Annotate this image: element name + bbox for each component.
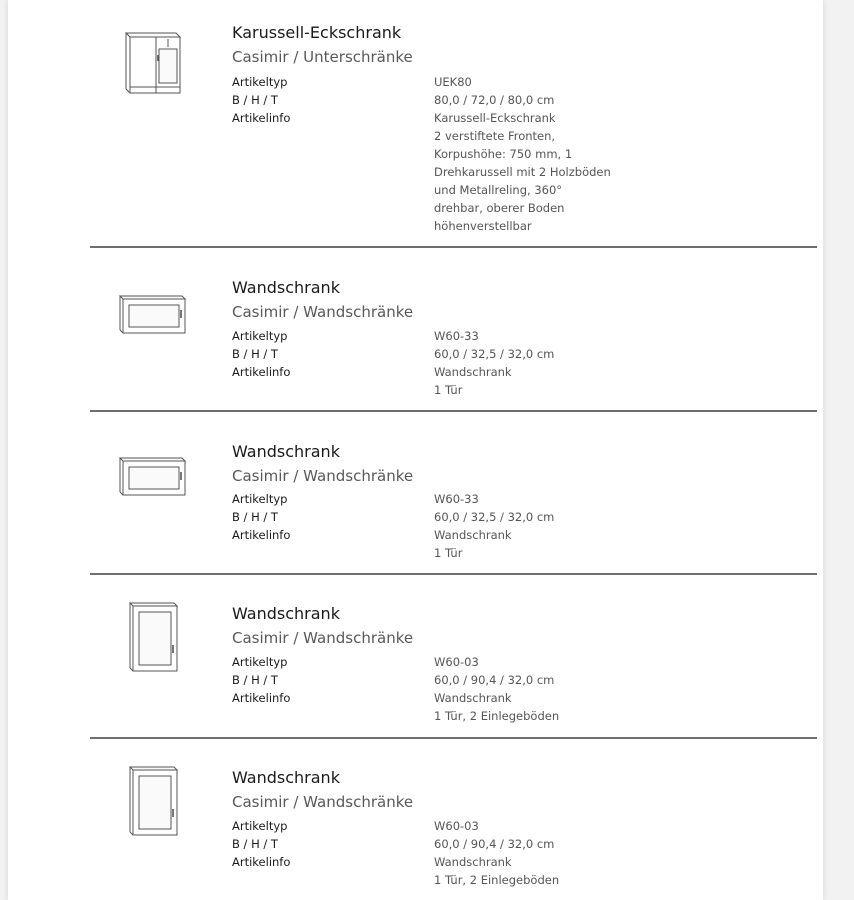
label-dimensions: B / H / T (232, 510, 278, 524)
label-dimensions: B / H / T (232, 837, 278, 851)
label-artikeltyp: Artikeltyp (232, 329, 288, 343)
tall-wall-cabinet-icon (112, 597, 192, 677)
wall-cabinet-icon (112, 438, 192, 510)
label-artikeltyp: Artikeltyp (232, 75, 288, 89)
value-info-line: Wandschrank (434, 691, 512, 705)
product-title: Karussell-Eckschrank (232, 23, 402, 42)
value-info-line: 1 Tür, 2 Einlegeböden (434, 709, 560, 723)
label-dimensions: B / H / T (232, 93, 278, 107)
product-title: Wandschrank (232, 278, 340, 297)
value-dimensions: 60,0 / 32,5 / 32,0 cm (434, 510, 555, 524)
label-artikelinfo: Artikelinfo (232, 528, 291, 542)
product-entry (90, 575, 817, 739)
product-subtitle: Casimir / Wandschränke (232, 793, 414, 811)
product-subtitle: Casimir / Wandschränke (232, 467, 414, 485)
product-title: Wandschrank (232, 768, 340, 787)
tall-wall-cabinet-icon (112, 761, 192, 841)
value-dimensions: 60,0 / 90,4 / 32,0 cm (434, 837, 555, 851)
product-title: Wandschrank (232, 604, 340, 623)
corner-cabinet-icon (112, 25, 192, 97)
value-info-line: drehbar, oberer Boden (434, 201, 565, 215)
product-subtitle: Casimir / Wandschränke (232, 629, 414, 647)
value-info-line: Wandschrank (434, 528, 512, 542)
value-info-line: Wandschrank (434, 365, 512, 379)
value-info-line: höhenverstellbar (434, 219, 532, 233)
value-info-line: 2 verstiftete Fronten, (434, 129, 556, 143)
catalog-page (8, 0, 823, 900)
value-info-line: Drehkarussell mit 2 Holzböden (434, 165, 611, 179)
label-dimensions: B / H / T (232, 347, 278, 361)
product-entry (90, 248, 817, 412)
label-dimensions: B / H / T (232, 673, 278, 687)
value-info-line: 1 Tür, 2 Einlegeböden (434, 873, 560, 887)
product-entry (90, 739, 817, 900)
value-dimensions: 80,0 / 72,0 / 80,0 cm (434, 93, 555, 107)
label-artikeltyp: Artikeltyp (232, 492, 288, 506)
value-artikeltyp: W60-03 (434, 819, 479, 833)
wall-cabinet-icon (112, 276, 192, 348)
value-dimensions: 60,0 / 90,4 / 32,0 cm (434, 673, 555, 687)
label-artikeltyp: Artikeltyp (232, 655, 288, 669)
value-info-line: Korpushöhe: 750 mm, 1 (434, 147, 573, 161)
label-artikelinfo: Artikelinfo (232, 691, 291, 705)
value-dimensions: 60,0 / 32,5 / 32,0 cm (434, 347, 555, 361)
value-info-line: und Metallreling, 360° (434, 183, 563, 197)
product-entry (90, 0, 817, 248)
label-artikeltyp: Artikeltyp (232, 819, 288, 833)
product-title: Wandschrank (232, 442, 340, 461)
value-info-line: 1 Tür (434, 383, 463, 397)
label-artikelinfo: Artikelinfo (232, 111, 291, 125)
product-subtitle: Casimir / Wandschränke (232, 303, 414, 321)
value-info-line: Karussell-Eckschrank (434, 111, 556, 125)
product-entry (90, 412, 817, 575)
value-artikeltyp: W60-33 (434, 329, 479, 343)
product-subtitle: Casimir / Unterschränke (232, 48, 413, 66)
value-artikeltyp: UEK80 (434, 75, 472, 89)
label-artikelinfo: Artikelinfo (232, 855, 291, 869)
value-info-line: 1 Tür (434, 546, 463, 560)
value-artikeltyp: W60-33 (434, 492, 479, 506)
value-info-line: Wandschrank (434, 855, 512, 869)
value-artikeltyp: W60-03 (434, 655, 479, 669)
label-artikelinfo: Artikelinfo (232, 365, 291, 379)
